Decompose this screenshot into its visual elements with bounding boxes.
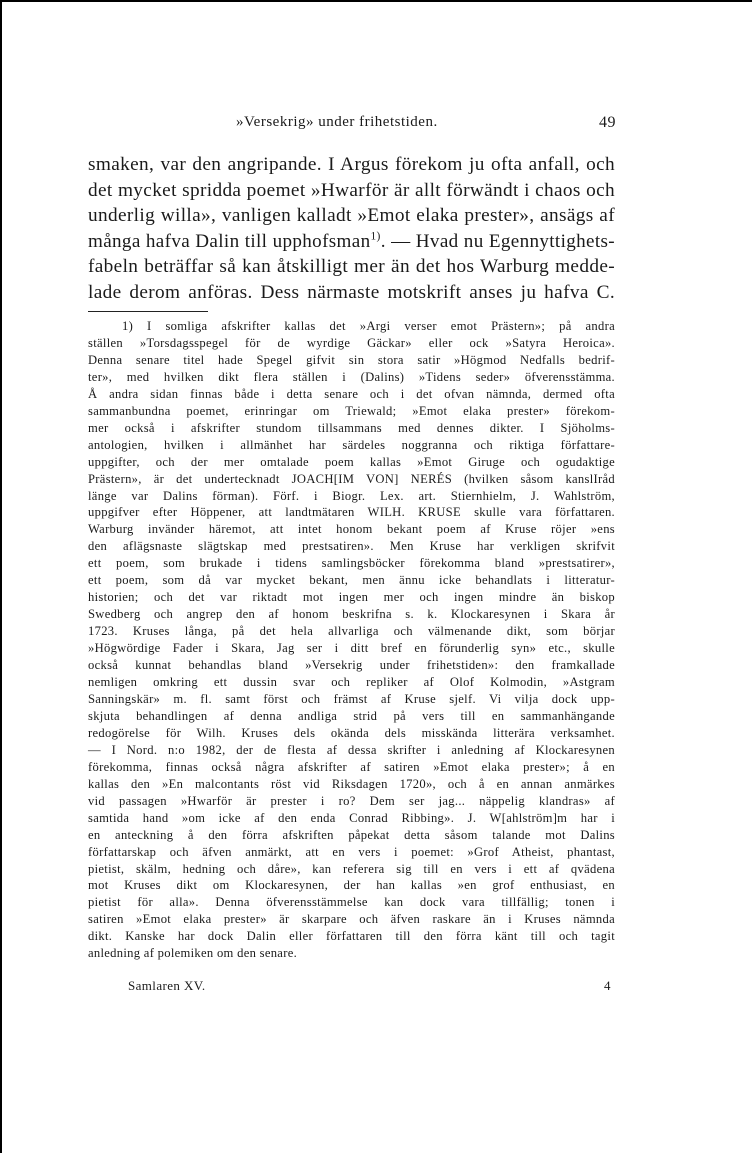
footnote-line: en anteckning å den förra afskriften påpekat detta såsom talande mot Dalins xyxy=(88,827,615,842)
running-title: »Versekrig» under frihetstiden. xyxy=(236,114,438,130)
footnote-line: mer också i afskrifter stundom tillsammans med dennes dikter. I Sjöholms- xyxy=(88,420,615,435)
footnote xyxy=(88,318,615,962)
footnote-line: vid passagen »Hwarför är prester i ro? Dem ser jag... näppelig klandras» af xyxy=(88,793,615,808)
body-paragraph xyxy=(88,152,615,306)
footnote-line: Sanningskär» m. fl. samt först och främst af Kruse sjelf. Vi vilja dock upp- xyxy=(88,691,615,706)
footnote-line: mot Kruses dikt om Klockaresynen, der han kallas »en grof enthusiast, en xyxy=(88,878,615,893)
footnote-line: den aflägsnaste slägtskap med prestsatiren». Men Kruse har verkligen skrifvit xyxy=(88,539,615,554)
footnote-line: Å andra sidan finnas både i detta senare och i det ofvan nämnda, dermed ofta xyxy=(88,386,615,401)
footnote-line: anledning af polemiken om den senare. xyxy=(88,946,298,961)
page-number: 49 xyxy=(599,114,616,131)
body-line xyxy=(88,229,615,255)
footnote-line: kallas den »En malcontants röst vid Riksdagen 1720», och å en annan anmärkes xyxy=(88,776,615,791)
body-line: smaken, var den angripande. I Argus förekom ju ofta anfall, och xyxy=(88,154,615,175)
footnote-reference: 1) xyxy=(370,230,381,243)
footnote-line: Warburg invänder häremot, att intet honom bekant poem af Kruse röjer »ens xyxy=(88,522,615,537)
footnote-separator xyxy=(88,311,208,312)
footnote-line: Denna senare titel hade Spegel gifvit sin stora satir »Högmod Nedfalls bedrif- xyxy=(88,352,615,367)
footnote-line: satiren »Emot elaka prester» är skarpare och äfven raskare än i Kruses nämnda xyxy=(88,912,615,927)
footnote-line: — I Nord. n:o 1982, der de flesta af dessa skrifter i anledning af Klockaresynen xyxy=(88,742,615,757)
footnote-line: 1) I somliga afskrifter kallas det »Argi verser emot Prästern»; på andra xyxy=(122,319,615,333)
footnote-line: uppgifver efter Höppener, att landtmätaren WILH. KRUSE skulle vara författaren. xyxy=(88,505,615,520)
body-line: det mycket spridda poemet »Hwarför är allt förwändt i chaos och xyxy=(88,179,615,201)
footnote-line: nemligen omkring ett dussin svar och repliker af Olof Kolmodin, »Astgram xyxy=(88,675,615,690)
footnote-line: dikt. Kanske har dock Dalin eller författaren till den förra känt till och tagit xyxy=(88,929,615,944)
footnote-line: Swedberg och angrep den af honom beskrifna s. k. Klockaresynen i Skara år xyxy=(88,607,615,622)
body-line: lade derom anföras. Dess närmaste motskrift anses ju hafva C. xyxy=(88,281,615,303)
body-line: fabeln beträffar så kan åtskilligt mer än det hos Warburg medde- xyxy=(88,256,615,278)
footnote-line: också kunnat behandlas bland »Versekrig under frihetstiden»: den framkallade xyxy=(88,658,615,673)
footnote-line: »Högwördige Fader i Skara, Jag ser i ditt bref en förunderlig syn» etc., skulle xyxy=(88,641,615,656)
signature-number: 4 xyxy=(604,978,611,993)
body-line-tail: . — Hvad nu Egennyttighets- xyxy=(380,230,615,252)
footnote-line: sammanbundna poemet, erinringar om Triewald; »Emot elaka prester» förekom- xyxy=(88,403,615,418)
footnote-line: antologien, hvilken i allmänhet har särdeles noggranna och riktiga författare- xyxy=(88,437,615,452)
footnote-line: Prästern», är det undertecknadt JOACH[IM VON] NERÉS (hvilken såsom kanslIråd xyxy=(88,471,615,486)
footnote-line: ter», med hvilken dikt flera ställen i (Dalins) »Tidens seder» öfverensstämma. xyxy=(88,369,615,384)
footnote-line: ett poem, som då var mycket bekant, men ännu icke behandlats i litteratur- xyxy=(88,573,615,588)
footnote-line: författarskap och äfven anmärkt, att en vers i poemet: »Grof Atheist, phantast, xyxy=(88,844,615,859)
footnote-line: uppgifter, och der mer omtalade poem kallas »Emot Giruge och ogudaktige xyxy=(88,454,615,469)
footnote-line: redogörelse för Wilh. Kruses dels okända dels misskända litterära verksamhet. xyxy=(88,725,615,740)
signature-mark: Samlaren XV. xyxy=(128,978,206,993)
body-line-head: många hafva Dalin till upphofsman xyxy=(88,230,371,252)
footnote-line: pietist, skälm, hedning och dåre», kan referera sig till en vers i ett af qvädena xyxy=(88,861,615,876)
footnote-line: ett poem, som brukade i tidens samlingsböcker förekomma bland »prestsatirer», xyxy=(88,556,615,571)
body-line: underlig willa», vanligen kalladt »Emot elaka prester», ansägs af xyxy=(88,205,615,227)
footnote-line: 1723. Kruses långa, på det hela allvarliga och välmenande dikt, som börjar xyxy=(88,624,615,639)
footnote-line: samtida hand »om icke af den enda Conrad Ribbing». J. W[ahlström]m har i xyxy=(88,810,615,825)
footnote-line: skjuta behandlingen af denna andliga strid på vers till en sammanhängande xyxy=(88,708,615,723)
footnote-line: historien; och det var riktadt mot ingen mer och ingen mindre än biskop xyxy=(88,590,615,605)
footnote-line: förekomma, finnas också några afskrifter af satiren »Emot elaka prester»; å en xyxy=(88,759,615,774)
footnote-line: ställen »Torsdagsspegel för de wyrdige Gäckar» eller ock »Satyra Heroica». xyxy=(88,335,615,350)
footnote-line: länge var Dalins förman). Förf. i Biogr. Lex. art. Stiernhielm, J. Wahlström, xyxy=(88,488,615,503)
footnote-line: pietist för alla». Denna öfverensstämmelse kan dock vara tillfällig; tonen i xyxy=(88,895,615,910)
